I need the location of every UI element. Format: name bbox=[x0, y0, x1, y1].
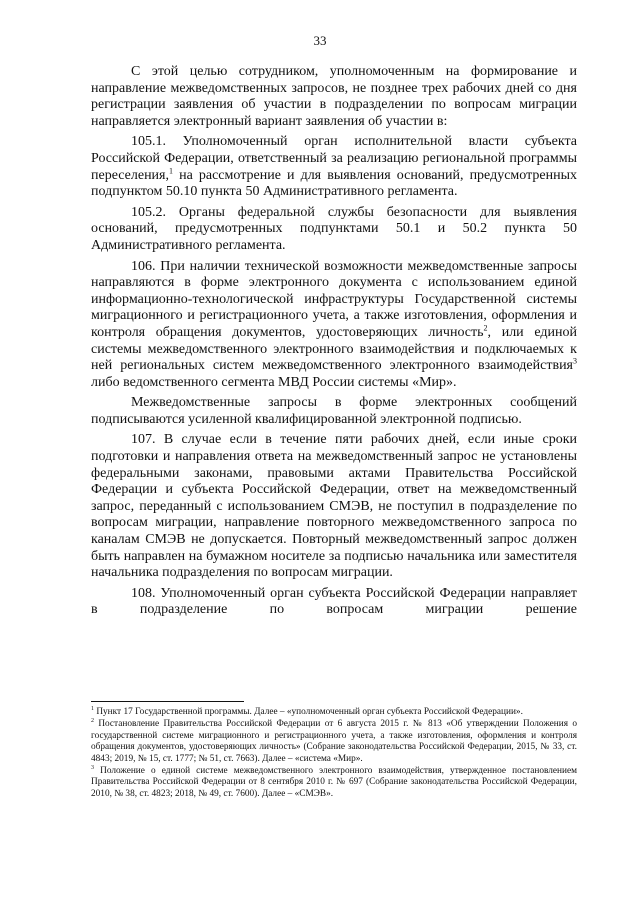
paragraph-107: 107. В случае если в течение пяти рабочих дней, если иные сроки подготовки и направления ответа на межведомственный запрос не установлены федеральными законами, правовыми актами Правительства Российской Федерации и субъекта Российской Федерации, ответ на межведомственный запрос, переданный с использованием СМЭВ, не поступил в подразделение по вопросам миграции, направление повторного межведомственного запроса по каналам СМЭВ не допускается. Повторный межведомственный запрос должен быть направлен на бумажном носителе за подписью начальника или заместителя начальника подразделения по вопросам миграции. bbox=[91, 432, 577, 581]
footnote-1 bbox=[91, 707, 577, 718]
paragraph-106-text-b: , или единой системы межведомственного электронного взаимодействия и подключаемых к ней региональных систем межведомственного электронного взаимодействия bbox=[91, 324, 577, 374]
footnote-2 bbox=[91, 719, 577, 765]
paragraph-106-text-a: 106. При наличии технической возможности межведомственные запросы направляются в форме электронного документа с использованием единой информационно-технологической инфраструктуры Государственной системы миграционного и регистрационного учета, а также изготовления, оформления и контроля обращения документов, удостоверяющих личность bbox=[91, 258, 577, 340]
footnote-3-text: Положение о единой системе межведомственного электронного взаимодействия, утвержденное постановлением Правительства Российской Федерации от 8 сентября 2010 г. № 697 (Собрание законодательства Российской Федерации, 2010, № 38, ст. 4823; 2018, № 49, ст. 7600). Далее – «СМЭВ». bbox=[91, 766, 577, 799]
footnote-3 bbox=[91, 766, 577, 800]
paragraph-signatures: Межведомственные запросы в форме электронных сообщений подписываются усиленной квалифицированной электронной подписью. bbox=[91, 395, 577, 427]
footnote-mark-1: 1 bbox=[91, 705, 94, 712]
footnote-mark-2: 2 bbox=[91, 718, 94, 725]
footnote-mark-3: 3 bbox=[91, 764, 94, 771]
paragraph-105-1-text-b: на рассмотрение и для выявления оснований, предусмотренных подпунктом 50.10 пункта 50 Административного регламента. bbox=[91, 167, 577, 200]
paragraph-106-text-c: либо ведомственного сегмента МВД России системы «Мир». bbox=[91, 374, 457, 390]
body-text bbox=[91, 64, 577, 623]
footnote-2-text: Постановление Правительства Российской Федерации от 6 августа 2015 г. № 813 «Об утверждении Положения о государственной системе миграционного и регистрационного учета, а также изготовления, оформления и контроля обращения документов, удостоверяющих личность» (Собрание законодательства Российской Федерации, 2015, № 33, ст. 4843; 2019, № 15, ст. 1777; № 51, ст. 7663). Далее – «система «Мир». bbox=[91, 719, 577, 764]
paragraph-105-1-text-a: 105.1. Уполномоченный орган исполнительной власти субъекта Российской Федерации, ответственный за реализацию региональной программы переселения, bbox=[91, 134, 577, 183]
footnote-ref-2[interactable]: 2 bbox=[483, 323, 488, 333]
paragraph-106 bbox=[91, 259, 577, 392]
footnotes bbox=[91, 707, 577, 801]
paragraph-105-2: 105.2. Органы федеральной службы безопасности для выявления оснований, предусмотренных подпунктами 50.1 и 50.2 пункта 50 Административного регламента. bbox=[91, 204, 577, 253]
paragraph-intro: С этой целью сотрудником, уполномоченным на формирование и направление межведомственных запросов, не позднее трех рабочих дней со дня регистрации заявления об участии в подразделении по вопросам миграции направляется электронный вариант заявления об участии в: bbox=[91, 64, 577, 129]
paragraph-105-1 bbox=[91, 134, 577, 200]
paragraph-108: 108. Уполномоченный орган субъекта Российской Федерации направляет в подразделение по вопросам миграции решение bbox=[91, 585, 577, 618]
footnote-ref-1[interactable]: 1 bbox=[169, 165, 173, 175]
footnote-divider bbox=[91, 701, 244, 702]
page-number: 33 bbox=[313, 33, 327, 48]
footnote-ref-3[interactable]: 3 bbox=[573, 356, 577, 366]
footnote-1-text: Пункт 17 Государственной программы. Далее – «уполномоченный орган субъекта Российской Федерации». bbox=[94, 707, 523, 717]
